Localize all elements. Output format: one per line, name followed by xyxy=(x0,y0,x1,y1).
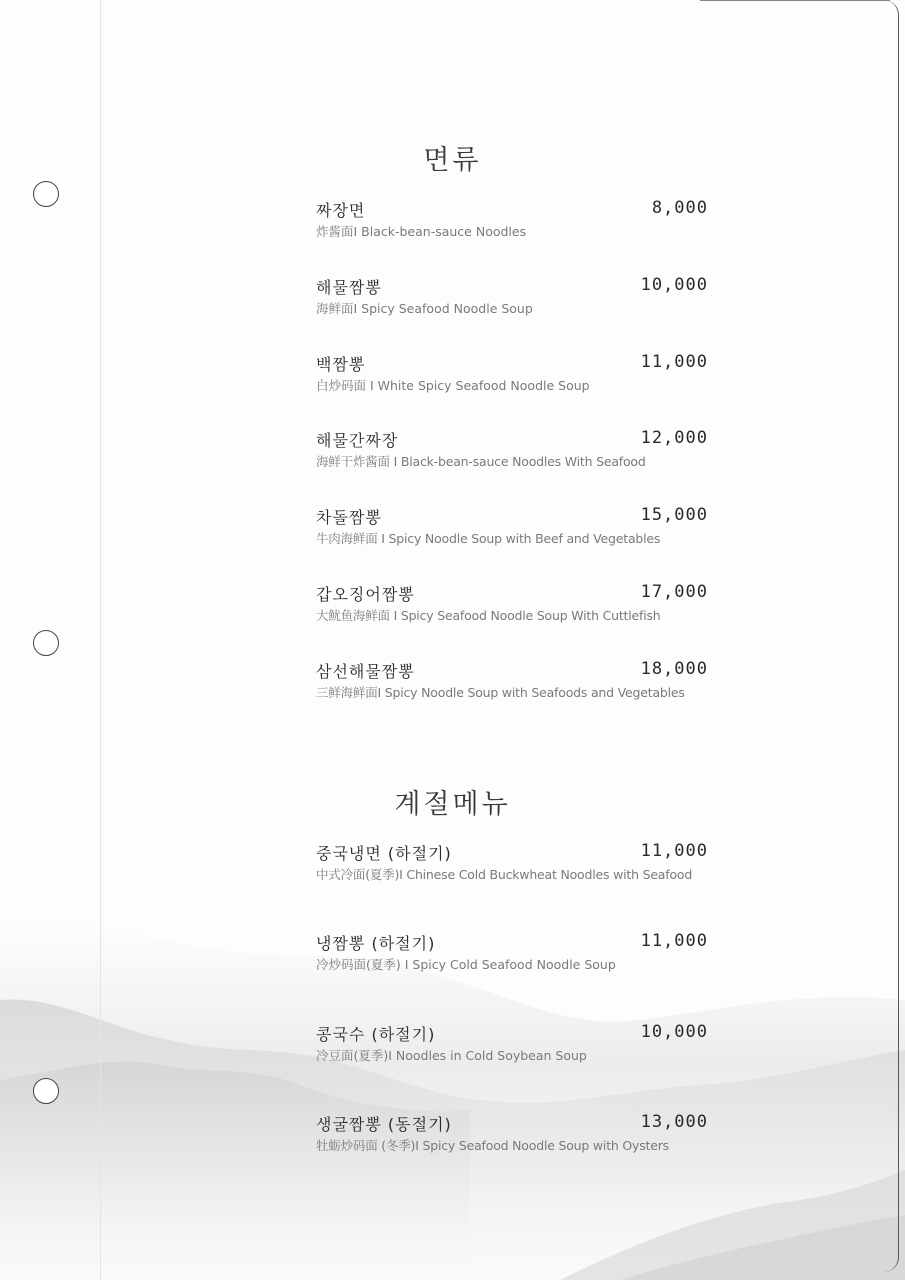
binder-hole xyxy=(33,181,59,207)
item-price: 15,000 xyxy=(640,505,708,525)
item-description: 海鲜面I Spicy Seafood Noodle Soup xyxy=(316,301,533,316)
item-name: 냉짬뽕 (하절기) xyxy=(316,934,436,953)
item-description: 白炒码面 I White Spicy Seafood Noodle Soup xyxy=(316,378,590,393)
item-name: 갑오징어짬뽕 xyxy=(316,585,415,604)
item-name: 중국냉면 (하절기) xyxy=(316,844,452,863)
item-name: 짜장면 xyxy=(316,201,366,220)
item-name: 해물간짜장 xyxy=(316,431,399,450)
item-price: 8,000 xyxy=(651,198,708,218)
binder-line xyxy=(100,0,101,1280)
item-price: 13,000 xyxy=(640,1112,708,1132)
item-price: 11,000 xyxy=(640,841,708,861)
binder-hole xyxy=(33,630,59,656)
item-description: 中式冷面(夏季)I Chinese Cold Buckwheat Noodles with Seafood xyxy=(316,867,693,882)
item-description: 冷炒码面(夏季) I Spicy Cold Seafood Noodle Soup xyxy=(316,957,616,972)
item-description: 炸酱面I Black-bean-sauce Noodles xyxy=(316,224,527,239)
item-price: 12,000 xyxy=(640,428,708,448)
item-name: 차돌짬뽕 xyxy=(316,508,382,527)
item-description: 大鱿鱼海鲜面 I Spicy Seafood Noodle Soup With Cuttlefish xyxy=(316,608,661,623)
item-name: 삼선해물짬뽕 xyxy=(316,662,415,681)
item-description: 牡蛎炒码面 (冬季)I Spicy Seafood Noodle Soup with Oysters xyxy=(316,1138,669,1153)
item-price: 10,000 xyxy=(640,275,708,295)
item-price: 10,000 xyxy=(640,1022,708,1042)
item-name: 콩국수 (하절기) xyxy=(316,1025,436,1044)
section-title-seasonal: 계절메뉴 xyxy=(394,789,511,820)
page-top-edge xyxy=(700,0,890,3)
item-price: 11,000 xyxy=(640,352,708,372)
item-description: 牛肉海鲜面 I Spicy Noodle Soup with Beef and Vegetables xyxy=(316,531,661,546)
page-edge xyxy=(884,0,899,1272)
item-description: 海鲜干炸酱面 I Black-bean-sauce Noodles With Seafood xyxy=(316,454,646,469)
item-name: 생굴짬뽕 (동절기) xyxy=(316,1115,452,1134)
item-price: 17,000 xyxy=(640,582,708,602)
binder-hole xyxy=(33,1078,59,1104)
mountain-illustration xyxy=(0,880,905,1280)
item-price: 11,000 xyxy=(640,931,708,951)
item-description: 冷豆面(夏季)I Noodles in Cold Soybean Soup xyxy=(316,1048,587,1063)
item-name: 해물짬뽕 xyxy=(316,278,382,297)
item-price: 18,000 xyxy=(640,659,708,679)
item-description: 三鲜海鲜面I Spicy Noodle Soup with Seafoods and Vegetables xyxy=(316,685,685,700)
item-name: 백짬뽕 xyxy=(316,355,366,374)
section-title-noodles: 면류 xyxy=(423,145,482,176)
